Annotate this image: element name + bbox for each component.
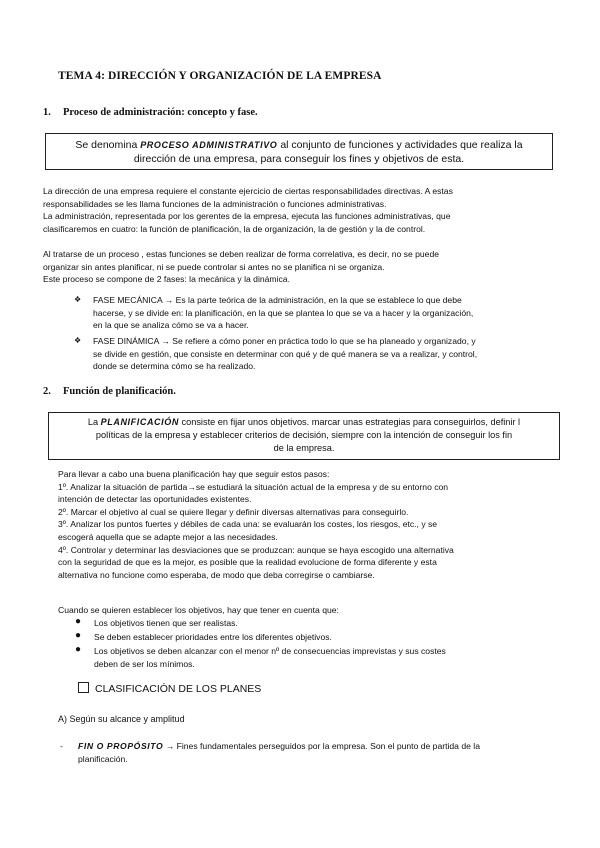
diamond-bullet-icon: ❖ (74, 295, 82, 304)
step-4: 4º. Controlar y determinar las desviaciones que se produzcan: aunque se haya escogido una alternativa (58, 544, 454, 555)
section-1-heading (43, 107, 258, 118)
diamond-bullet-icon: ❖ (74, 336, 82, 345)
definition-box-proceso (45, 133, 553, 170)
step-3: 3º. Analizar los puntos fuertes y débiles de cada una: se evaluarán los costes, los riesgos, etc., y se (58, 519, 438, 530)
paragraph-direccion: La dirección de una empresa requiere el constante ejercicio de ciertas responsabilidades directivas. A estas responsabilidades se les llama funciones de la administración o funciones administrativas. La administración, representada por los gerentes de la empresa, ejecuta las funciones administrativas, que clasificaremos en cuatro: la función de planificación, la de organización, la de gestión y la de control. (43, 186, 453, 234)
definition-line-1: Se denomina PROCESO ADMINISTRATIVO al conjunto de funciones y actividades que realiza la (75, 139, 523, 151)
objectives-intro: Cuando se quieren establecer los objetivos, hay que tener en cuenta que: (58, 605, 339, 615)
classification-label: CLASIFICACIÓN DE LOS PLANES (95, 683, 262, 695)
checkbox-square-icon (78, 682, 89, 693)
section-1-title: Proceso de administración: concepto y fase. (63, 107, 258, 118)
section-2-title: Función de planificación. (63, 386, 176, 397)
definition-line-3: de la empresa. (273, 443, 335, 453)
term-proceso-administrativo: PROCESO ADMINISTRATIVO (140, 140, 278, 150)
bullet-dot-icon: ● (75, 616, 82, 627)
objective-item: ● Los objetivos se deben alcanzar con el menor nº de consecuencias imprevistas y sus costes deben de ser los mínimos. (75, 644, 446, 669)
planning-steps: Para llevar a cabo una buena planificación hay que seguir estos pasos: 1º. Analizar la situación de partida→se estudiará la situación actual de la empresa y de su entorno con intención de detectar las oportunidades existentes. 2º. Marcar el objetivo al cual se quiere llegar y definir diversas alternativas para conseguirlo. 3º. Analizar los puntos fuertes y débiles de cada una: se evaluarán los costes, los riesgos, etc., y se escogerá aquella que se adapte mejor a las necesidades. 4º. Controlar y determinar las desviaciones que se produzcan: aunque se haya escogido una alternativa con la seguridad de que es la mejor, es posible que la realidad evolucione de forma diferente y esta alternativa no funcione como esperaba, de modo que deba corregirse o cambiarse. (58, 468, 558, 581)
term-planificacion: PLANIFICACIÓN (100, 417, 179, 427)
definition-line-1: La PLANIFICACIÓN consiste en fijar unos objetivos. marcar unas estrategias para conseguirlos, definir l (87, 417, 521, 427)
phase-item-dinamica: ❖ FASE DINÁMICA → Se refiere a cómo poner en práctica todo lo que se ha planeado y organizado, y se divide en gestión, que consiste en determinar con qué y de qué manera se va a realizar, y control, donde se determina cómo se ha realizado. (74, 336, 478, 372)
definition-line-2: dirección de una empresa, para conseguir los fines y objetivos de esta. (133, 153, 465, 165)
classification-heading (78, 682, 261, 695)
step-2: 2º. Marcar el objetivo al cual se quiere llegar y definir diversas alternativas para conseguirlo. (58, 506, 409, 517)
section-2-heading (43, 386, 176, 397)
objective-item: ● Los objetivos tienen que ser realistas. (75, 616, 238, 628)
bullet-dot-icon: ● (75, 630, 82, 641)
bullet-dot-icon: ● (75, 644, 82, 655)
dash-bullet-icon: - (60, 741, 63, 751)
term-fin-proposito: FIN O PROPÓSITO (78, 741, 164, 751)
step-1: 1º. Analizar la situación de partida→se estudiará la situación actual de la empresa y de su entorno con (58, 481, 449, 492)
paragraph-proceso: Al tratarse de un proceso , estas funciones se deben realizar de forma correlativa, es decir, no se puede organizar sin antes planificar, ni se puede controlar si antes no se planifica ni se organiza. Este proceso se compone de 2 fases: la mecánica y la dinámica. (43, 249, 440, 285)
definition-line-2: políticas de la empresa y establecer criterios de decisión, siempre con la intención de conseguir los fin (95, 430, 513, 440)
phase-item-mecanica: ❖ FASE MECÁNICA → Es la parte teórica de la administración, en la que se establece lo que debe hacerse, y se divide en: la planificación, en la que se plantea lo que se va a hacer y la organización, en la que se analiza cómo se va a hacer. (74, 295, 474, 331)
section-2-number: 2. (43, 386, 51, 397)
objective-item: ● Se deben establecer prioridades entre los diferentes objetivos. (75, 630, 332, 642)
subheading-alcance: A) Según su alcance y amplitud (58, 714, 185, 724)
section-1-number: 1. (43, 107, 51, 118)
steps-intro: Para llevar a cabo una buena planificación hay que seguir estos pasos: (58, 469, 330, 479)
definition-box-planificacion (48, 412, 560, 460)
page-title: TEMA 4: DIRECCIÓN Y ORGANIZACIÓN DE LA EMPRESA (58, 70, 382, 82)
fin-proposito-item: - FIN O PROPÓSITO → Fines fundamentales perseguidos por la empresa. Son el punto de partida de la planificación. (60, 741, 480, 764)
